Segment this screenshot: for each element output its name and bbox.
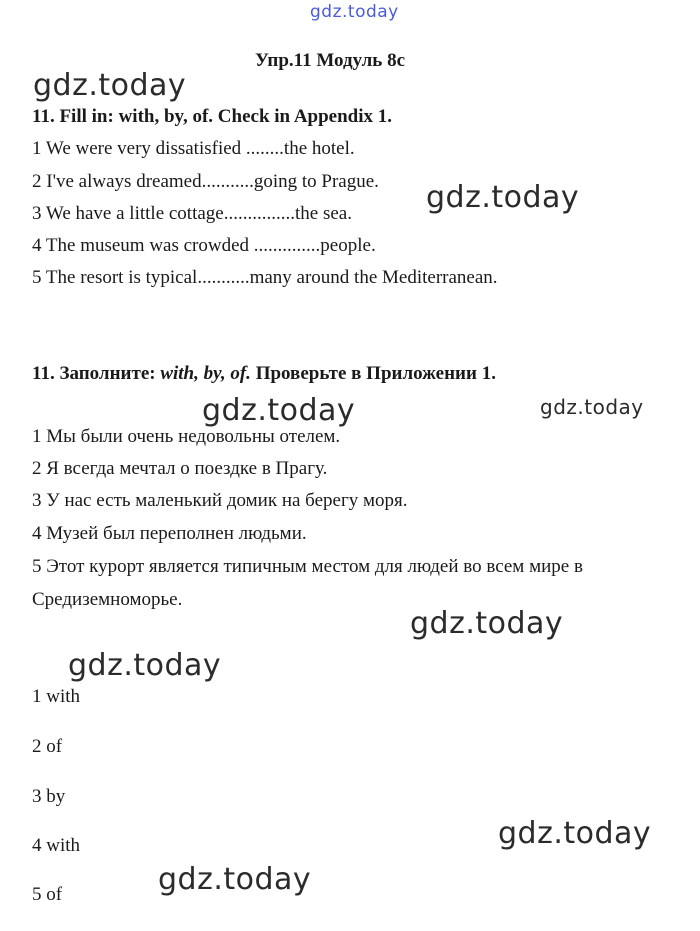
russian-heading-prefix: 11. Заполните: — [32, 363, 161, 384]
russian-line: 4 Музей был переполнен людьми. — [32, 523, 307, 544]
answer-item: 2 of — [32, 736, 63, 757]
watermark: gdz.today — [202, 393, 356, 428]
english-line: 5 The resort is typical...........many around the Mediterranean. — [32, 267, 498, 288]
english-line: 2 I've always dreamed...........going to Prague. — [32, 171, 379, 192]
answer-item: 1 with — [32, 686, 81, 707]
answer-item: 4 with — [32, 835, 81, 856]
english-line: 4 The museum was crowded ..............people. — [32, 235, 376, 256]
watermark: gdz.today — [426, 180, 580, 215]
russian-line: 1 Мы были очень недовольны отелем. — [32, 426, 341, 447]
watermark: gdz.today — [410, 606, 564, 641]
watermark: gdz.today — [498, 816, 652, 851]
watermark: gdz.today — [33, 68, 187, 103]
russian-line: 2 Я всегда мечтал о поездке в Прагу. — [32, 458, 328, 479]
english-heading: 11. Fill in: with, by, of. Check in Appendix 1. — [32, 106, 393, 127]
russian-heading-words: with, by, of. — [160, 363, 251, 384]
watermark: gdz.today — [158, 862, 312, 897]
english-line: 3 We have a little cottage...............the sea. — [32, 203, 352, 224]
page-title: Упр.11 Модуль 8с — [255, 50, 406, 71]
russian-line: 3 У нас есть маленький домик на берегу моря. — [32, 490, 408, 511]
answer-item: 5 of — [32, 884, 63, 905]
watermark: gdz.today — [68, 648, 222, 683]
answer-item: 3 by — [32, 786, 66, 807]
russian-heading-suffix: Проверьте в Приложении 1. — [250, 363, 496, 384]
watermark-top: gdz.today — [310, 2, 399, 22]
russian-line: Средиземноморье. — [32, 589, 183, 610]
russian-line: 5 Этот курорт является типичным местом для людей во всем мире в — [32, 556, 583, 577]
watermark: gdz.today — [540, 395, 644, 419]
russian-heading — [32, 363, 496, 385]
english-line: 1 We were very dissatisfied ........the hotel. — [32, 138, 355, 159]
